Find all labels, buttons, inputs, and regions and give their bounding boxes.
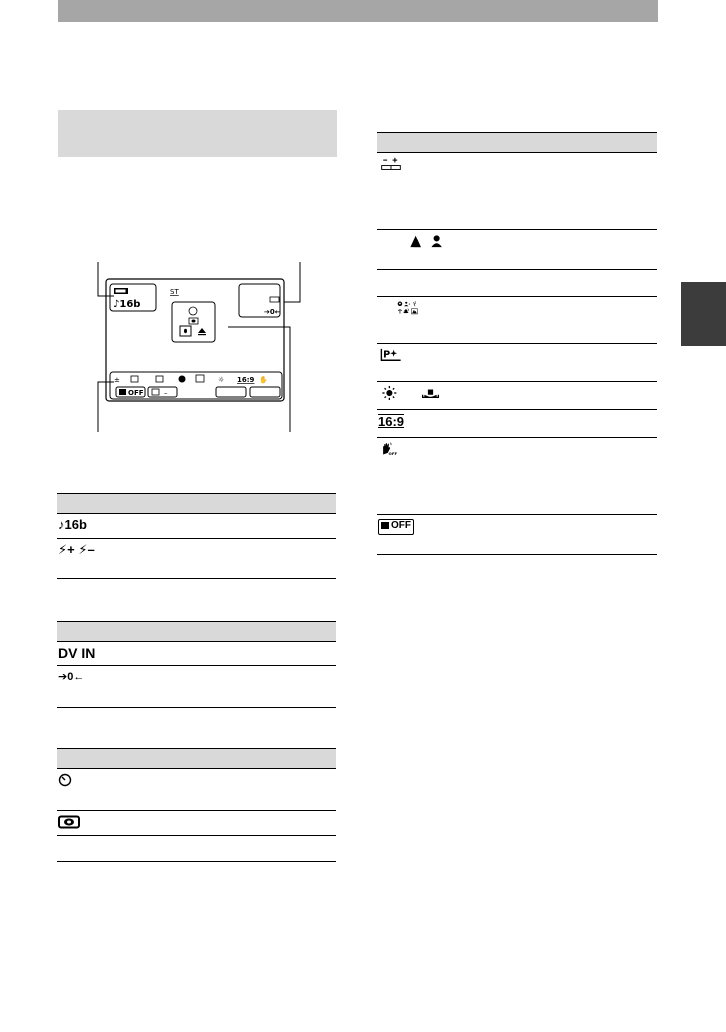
- left-table-2: [57, 621, 336, 708]
- blank-mini-box-2: [250, 387, 280, 397]
- table-row: [377, 270, 657, 297]
- backlight-icon: [58, 815, 80, 829]
- aspect-mini-icon: 16:9: [237, 376, 255, 384]
- blank-mini-box-1: [216, 387, 246, 397]
- picture-effect-mini-icon: [196, 375, 204, 382]
- table-row: [57, 836, 336, 862]
- table-header: [57, 493, 336, 514]
- section-heading-box: [58, 110, 337, 157]
- dv-in-mini-icon: [270, 297, 279, 302]
- self-timer-icon: [58, 773, 72, 787]
- self-timer-mini-icon: [189, 307, 197, 315]
- table-row: [377, 153, 657, 230]
- left-table-3: [57, 748, 336, 862]
- dv-in-icon: DV IN: [58, 645, 96, 661]
- white-balance-mini-icon: ☼: [218, 376, 225, 384]
- effect-off-mini-label: OFF: [128, 389, 144, 397]
- focus-mini-icon: [131, 376, 138, 382]
- table-row: [377, 344, 657, 382]
- table-header: [57, 621, 336, 642]
- table-row: [57, 811, 336, 836]
- effect-off-icon: [378, 519, 414, 535]
- steadyshot-off-icon: [378, 442, 396, 456]
- screen-indicator-diagram: [88, 262, 310, 432]
- table-row: [377, 230, 657, 270]
- exposure-icon: [378, 157, 404, 171]
- svg-text:OFF: OFF: [388, 451, 398, 457]
- top-header-bar: [58, 0, 658, 22]
- screen-frame: [106, 279, 284, 401]
- audio-mode-icon: ♪16b: [58, 517, 87, 532]
- zero-set-memory-icon: ➔0←: [58, 671, 85, 683]
- svg-text:P: P: [383, 349, 391, 361]
- table-row: [377, 515, 657, 555]
- effect-off-label: OFF: [391, 520, 411, 531]
- table-row: [377, 297, 657, 344]
- table-row: [377, 410, 657, 438]
- table-row: [57, 514, 336, 539]
- steadyshot-mini-icon: ✋: [259, 376, 268, 384]
- table-row: [57, 769, 336, 811]
- flash-level-icon: ⚡+ ⚡–: [58, 542, 95, 557]
- table-row: [57, 642, 336, 666]
- white-balance-icon: [378, 386, 448, 400]
- table-row: [57, 539, 336, 579]
- callout-line-top-right: [284, 262, 300, 302]
- landscape-portrait-icon: [399, 234, 469, 248]
- table-header: [57, 748, 336, 769]
- memory-mini-label: –: [164, 389, 168, 397]
- spot-meter-mini-icon: [156, 376, 163, 382]
- table-row: [57, 666, 336, 708]
- aspect-ratio-icon: 16:9: [378, 414, 405, 429]
- right-table: [377, 132, 657, 555]
- eject-mini-icon: [198, 328, 206, 333]
- table-header: [377, 132, 657, 153]
- scene-icons: [378, 301, 438, 315]
- table-row: [377, 382, 657, 410]
- picture-effect-icon: [378, 348, 404, 362]
- memory-indicator-icon: ST: [170, 288, 179, 296]
- counter-reset-indicator: ➔0←: [264, 308, 281, 316]
- side-chapter-tab: [681, 282, 726, 346]
- exposure-mini-icon: ±: [114, 376, 120, 384]
- scene-mini-icon: [179, 376, 186, 383]
- left-table-1: [57, 493, 336, 579]
- audio-mode-indicator: ♪16b: [113, 299, 141, 310]
- table-row: [377, 438, 657, 515]
